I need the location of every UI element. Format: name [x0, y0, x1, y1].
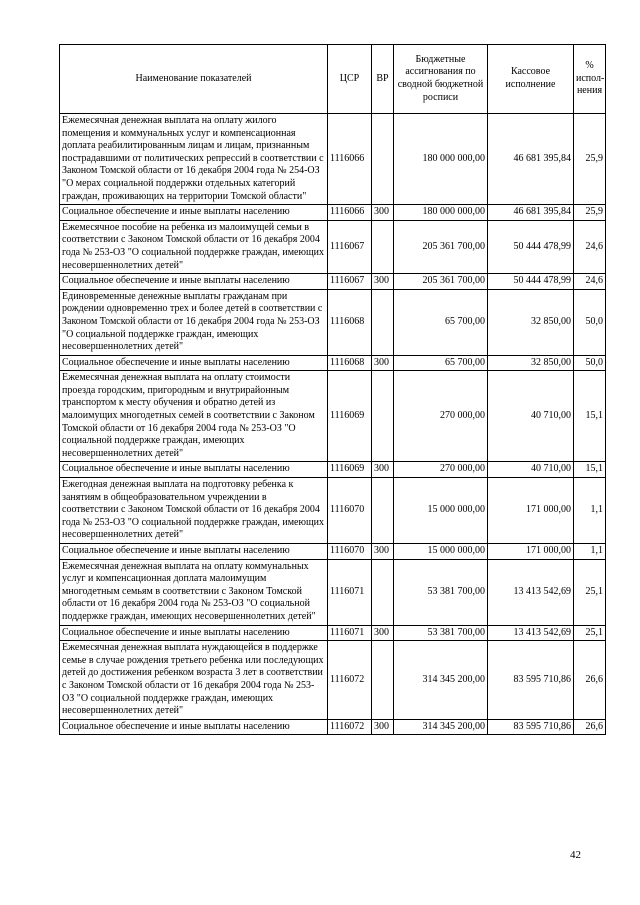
row-percent: 50,0 [574, 289, 606, 355]
table-row-measure [60, 289, 606, 355]
table-row-measure [60, 641, 606, 720]
row-cash-execution: 83 595 710,86 [488, 641, 574, 720]
row-name: Единовременные денежные выплаты гражданам при рождении одновременно трех и более детей в соответствии с Законом Томской области от 16 декабря 2004 года № 253-ОЗ "О социальной поддержке граждан, имеющих несовершеннолетних детей" [60, 289, 328, 355]
row-vr: 300 [372, 719, 394, 735]
row-assignments: 205 361 700,00 [394, 274, 488, 290]
table-row-subtotal [60, 625, 606, 641]
row-assignments: 314 345 200,00 [394, 641, 488, 720]
row-cash-execution: 32 850,00 [488, 289, 574, 355]
row-percent: 25,1 [574, 625, 606, 641]
row-cash-execution: 50 444 478,99 [488, 220, 574, 273]
row-name: Социальное обеспечение и иные выплаты населению [60, 719, 328, 735]
header-cash-execution: Кассовое исполнение [488, 45, 574, 114]
row-name: Социальное обеспечение и иные выплаты населению [60, 205, 328, 221]
row-assignments: 65 700,00 [394, 289, 488, 355]
row-name: Социальное обеспечение и иные выплаты населению [60, 625, 328, 641]
row-vr: 300 [372, 544, 394, 560]
row-csr: 1116071 [328, 625, 372, 641]
row-name: Социальное обеспечение и иные выплаты населению [60, 462, 328, 478]
row-vr [372, 114, 394, 205]
row-cash-execution: 13 413 542,69 [488, 625, 574, 641]
row-percent: 15,1 [574, 462, 606, 478]
row-percent: 24,6 [574, 220, 606, 273]
header-name: Наименование показателей [60, 45, 328, 114]
row-name: Ежемесячное пособие на ребенка из малоимущей семьи в соответствии с Законом Томской области от 16 декабря 2004 года № 253-ОЗ "О социальной поддержке граждан, имеющих несовершеннолетних детей" [60, 220, 328, 273]
header-vr: ВР [372, 45, 394, 114]
row-cash-execution: 32 850,00 [488, 355, 574, 371]
row-vr [372, 289, 394, 355]
row-vr [372, 641, 394, 720]
table-row-subtotal [60, 205, 606, 221]
row-csr: 1116067 [328, 274, 372, 290]
row-csr: 1116068 [328, 355, 372, 371]
row-vr [372, 220, 394, 273]
row-vr: 300 [372, 625, 394, 641]
row-csr: 1116070 [328, 478, 372, 544]
table-row-measure [60, 371, 606, 462]
row-percent: 25,1 [574, 559, 606, 625]
row-assignments: 15 000 000,00 [394, 478, 488, 544]
page-number: 42 [570, 849, 581, 861]
row-cash-execution: 46 681 395,84 [488, 205, 574, 221]
row-percent: 24,6 [574, 274, 606, 290]
row-assignments: 15 000 000,00 [394, 544, 488, 560]
row-vr: 300 [372, 355, 394, 371]
row-name: Ежемесячная денежная выплата на оплату коммунальных услуг и компенсационная доплата малоимущим многодетным семьям в соответствии с Законом Томской области от 16 декабря 2004 года № 253-ОЗ "О социальной поддержке граждан, имеющих несовершеннолетних детей" [60, 559, 328, 625]
table-row-measure [60, 114, 606, 205]
row-csr: 1116069 [328, 371, 372, 462]
table-row-subtotal [60, 274, 606, 290]
row-percent: 50,0 [574, 355, 606, 371]
row-name: Ежегодная денежная выплата на подготовку ребенка к занятиям в общеобразовательном учреждении в соответствии с Законом Томской области от 16 декабря 2004 года № 253-ОЗ "О социальной поддержке граждан, имеющих несовершеннолетних детей" [60, 478, 328, 544]
row-percent: 25,9 [574, 114, 606, 205]
row-cash-execution: 171 000,00 [488, 478, 574, 544]
header-csr: ЦСР [328, 45, 372, 114]
header-assignments: Бюджетные ассигнования по сводной бюджетной росписи [394, 45, 488, 114]
row-cash-execution: 171 000,00 [488, 544, 574, 560]
row-cash-execution: 13 413 542,69 [488, 559, 574, 625]
row-cash-execution: 83 595 710,86 [488, 719, 574, 735]
row-percent: 26,6 [574, 641, 606, 720]
row-assignments: 53 381 700,00 [394, 625, 488, 641]
row-name: Социальное обеспечение и иные выплаты населению [60, 355, 328, 371]
row-percent: 1,1 [574, 544, 606, 560]
row-csr: 1116066 [328, 114, 372, 205]
row-assignments: 65 700,00 [394, 355, 488, 371]
row-name: Ежемесячная денежная выплата на оплату стоимости проезда городским, пригородным и внутрирайонным транспортом к месту обучения и обратно детей из малоимущих многодетных семей в соответствии с Законом Томской области от 16 декабря 2004 года № 253-ОЗ "О социальной поддержке граждан, имеющих несовершеннолетних детей" [60, 371, 328, 462]
row-vr [372, 478, 394, 544]
row-percent: 15,1 [574, 371, 606, 462]
budget-table [59, 44, 606, 735]
row-name: Социальное обеспечение и иные выплаты населению [60, 274, 328, 290]
table-row-subtotal [60, 544, 606, 560]
row-vr [372, 559, 394, 625]
row-percent: 25,9 [574, 205, 606, 221]
row-csr: 1116067 [328, 220, 372, 273]
row-assignments: 314 345 200,00 [394, 719, 488, 735]
row-percent: 26,6 [574, 719, 606, 735]
row-cash-execution: 40 710,00 [488, 371, 574, 462]
table-row-measure [60, 478, 606, 544]
row-assignments: 180 000 000,00 [394, 205, 488, 221]
row-cash-execution: 46 681 395,84 [488, 114, 574, 205]
row-assignments: 270 000,00 [394, 371, 488, 462]
header-percent: % испол-нения [574, 45, 606, 114]
row-vr: 300 [372, 274, 394, 290]
table-row-measure [60, 559, 606, 625]
row-csr: 1116066 [328, 205, 372, 221]
row-name: Ежемесячная денежная выплата на оплату жилого помещения и коммунальных услуг и компенсационная доплата реабилитированным лицам и лицам, признанным пострадавшими от политических репрессий в соответствии с Законом Томской области от 16 декабря 2004 года № 254-ОЗ "О мерах социальной поддержки отдельных категорий граждан, проживающих на территории Томской области" [60, 114, 328, 205]
row-percent: 1,1 [574, 478, 606, 544]
row-vr: 300 [372, 205, 394, 221]
row-csr: 1116072 [328, 719, 372, 735]
row-vr: 300 [372, 462, 394, 478]
row-csr: 1116068 [328, 289, 372, 355]
row-assignments: 53 381 700,00 [394, 559, 488, 625]
row-cash-execution: 40 710,00 [488, 462, 574, 478]
row-vr [372, 371, 394, 462]
table-row-subtotal [60, 719, 606, 735]
header-row [60, 45, 606, 114]
table-row-subtotal [60, 355, 606, 371]
row-assignments: 205 361 700,00 [394, 220, 488, 273]
row-assignments: 180 000 000,00 [394, 114, 488, 205]
row-name: Социальное обеспечение и иные выплаты населению [60, 544, 328, 560]
table-row-measure [60, 220, 606, 273]
row-csr: 1116071 [328, 559, 372, 625]
row-assignments: 270 000,00 [394, 462, 488, 478]
row-csr: 1116070 [328, 544, 372, 560]
row-cash-execution: 50 444 478,99 [488, 274, 574, 290]
row-csr: 1116072 [328, 641, 372, 720]
row-name: Ежемесячная денежная выплата нуждающейся в поддержке семье в случае рождения третьего ребенка или последующих детей до достижения ребенком возраста 3 лет в соответствии с Законом Томской области от 16 декабря 2004 года № 253-ОЗ "О социальной поддержке граждан, имеющих несовершеннолетних детей" [60, 641, 328, 720]
table-row-subtotal [60, 462, 606, 478]
row-csr: 1116069 [328, 462, 372, 478]
